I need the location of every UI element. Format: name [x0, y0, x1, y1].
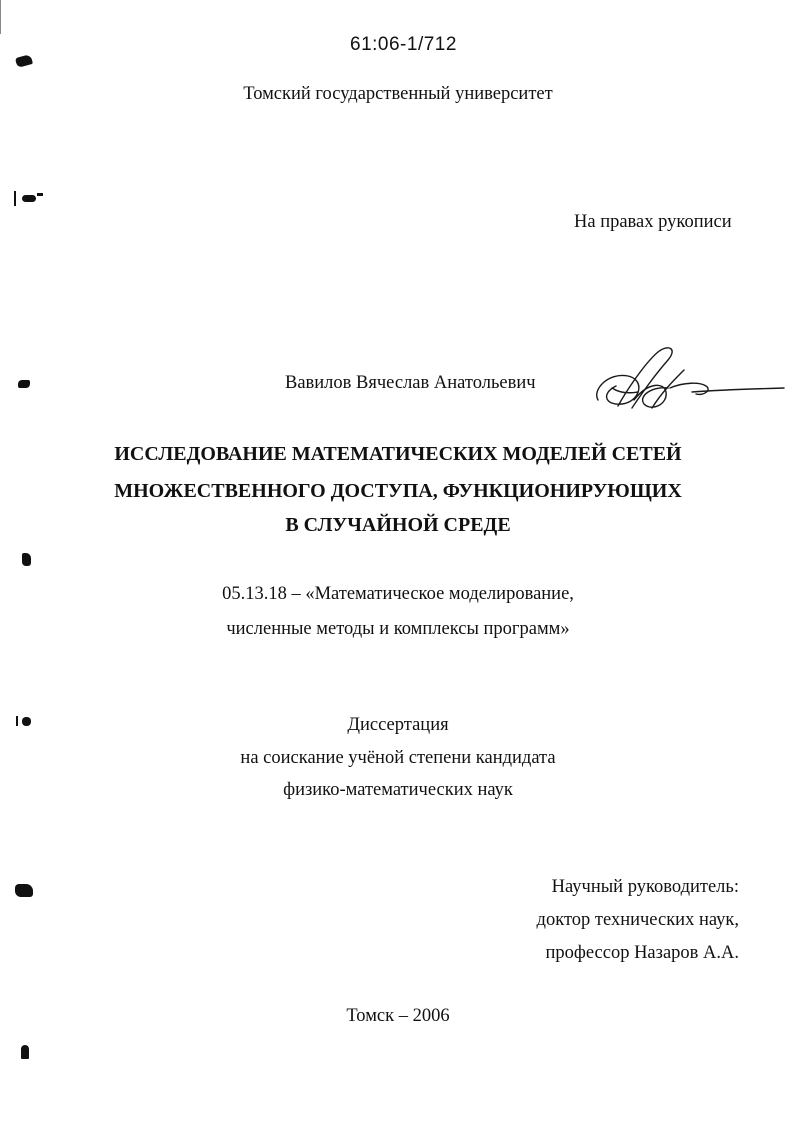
margin-mark-6	[15, 884, 33, 897]
margin-mark-2	[14, 191, 46, 207]
author-name: Вавилов Вячеслав Анатольевич	[285, 373, 536, 393]
city-year: Томск – 2006	[346, 1006, 450, 1026]
supervisor-line-1: Научный руководитель:	[551, 877, 739, 897]
specialty-line-2: численные методы и комплексы программ»	[226, 619, 570, 639]
supervisor-line-2: доктор технических наук,	[536, 910, 739, 930]
university-name: Томский государственный университет	[243, 84, 553, 104]
dissertation-type-line-3: физико-математических наук	[283, 780, 513, 800]
margin-mark-7	[21, 1045, 29, 1059]
margin-mark-4	[22, 553, 31, 566]
supervisor-line-3: профессор Назаров А.А.	[545, 943, 739, 963]
signature-image	[588, 342, 788, 422]
rights-notice: На правах рукописи	[574, 212, 732, 232]
specialty-line-1: 05.13.18 – «Математическое моделирование,	[222, 584, 574, 604]
dissertation-type-line-1: Диссертация	[347, 715, 449, 735]
margin-mark-1	[15, 54, 33, 68]
catalog-number: 61:06-1/712	[350, 34, 457, 55]
dissertation-type-line-2: на соискание учёной степени кандидата	[240, 748, 556, 768]
dissertation-title-line-1: ИССЛЕДОВАНИЕ МАТЕМАТИЧЕСКИХ МОДЕЛЕЙ СЕТЕЙ	[114, 443, 682, 465]
dissertation-title-line-2: МНОЖЕСТВЕННОГО ДОСТУПА, ФУНКЦИОНИРУЮЩИХ	[114, 480, 682, 502]
catalog-tick	[0, 0, 1, 34]
margin-mark-3	[18, 380, 30, 388]
dissertation-title-line-3: В СЛУЧАЙНОЙ СРЕДЕ	[285, 514, 511, 536]
